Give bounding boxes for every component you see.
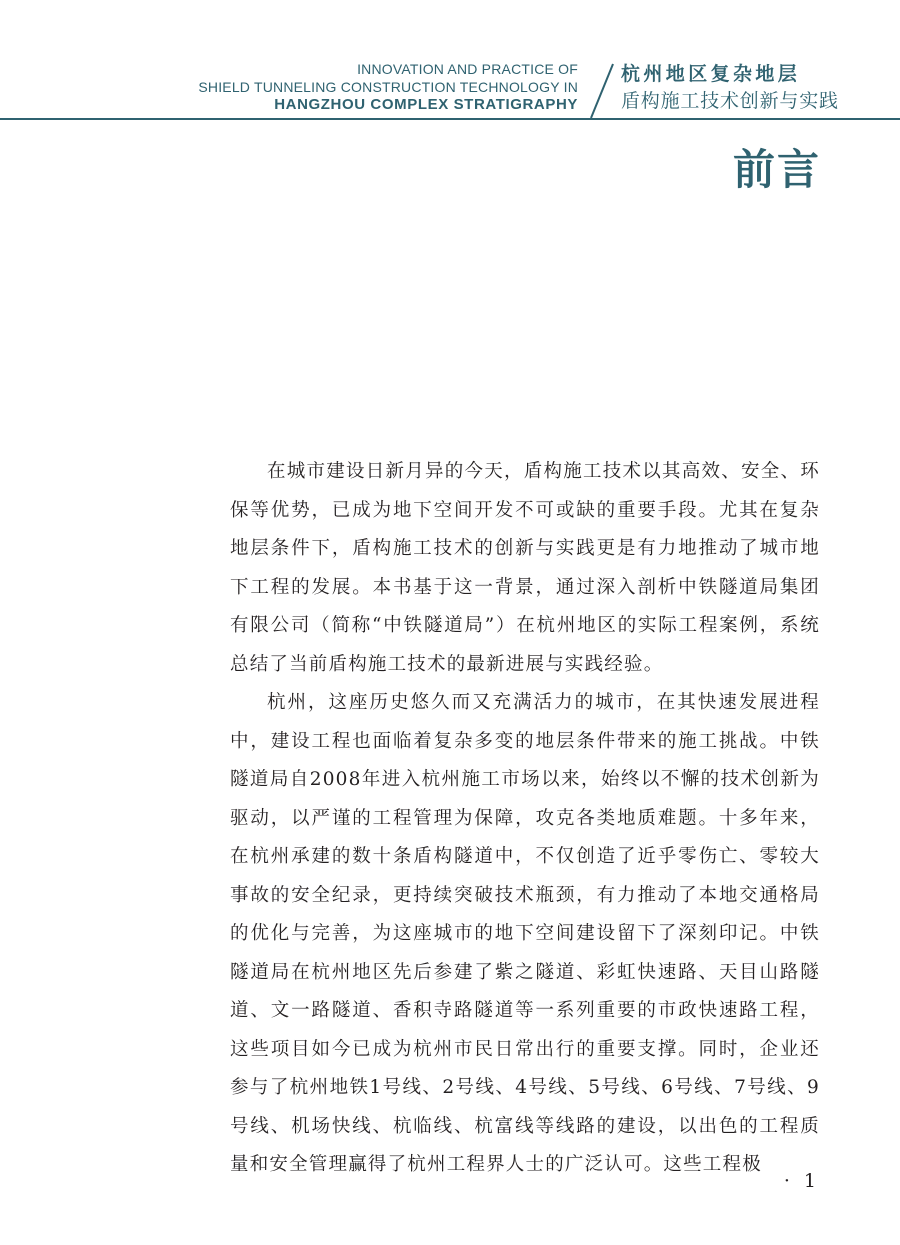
header-english-line-1: INNOVATION AND PRACTICE OF bbox=[357, 61, 578, 77]
header-chinese-title bbox=[621, 61, 881, 115]
header-english-line-3: HANGZHOU COMPLEX STRATIGRAPHY bbox=[274, 96, 578, 113]
page-title: 前言 bbox=[732, 145, 821, 194]
header-rule bbox=[0, 118, 900, 120]
page-number: · 1 bbox=[783, 1170, 820, 1192]
header-divider-slash bbox=[589, 62, 615, 120]
body-text bbox=[230, 453, 820, 1185]
header-english-title bbox=[158, 61, 578, 114]
header-english-line-2: SHIELD TUNNELING CONSTRUCTION TECHNOLOGY IN bbox=[198, 78, 578, 95]
paragraph: 在城市建设日新月异的今天，盾构施工技术以其高效、安全、环保等优势，已成为地下空间开发不可或缺的重要手段。尤其在复杂地层条件下，盾构施工技术的创新与实践更是有力地推动了城市地下工程的发展。本书基于这一背景，通过深入剖析中铁隧道局集团有限公司（简称“中铁隧道局”）在杭州地区的实际工程案例，系统总结了当前盾构施工技术的最新进展与实践经验。 bbox=[230, 461, 820, 675]
paragraph: 杭州，这座历史悠久而又充满活力的城市，在其快速发展进程中，建设工程也面临着复杂多变的地层条件带来的施工挑战。中铁隧道局自2008年进入杭州施工市场以来，始终以不懈的技术创新为驱动，以严谨的工程管理为保障，攻克各类地质难题。十多年来，在杭州承建的数十条盾构隧道中，不仅创造了近乎零伤亡、零较大事故的安全纪录，更持续突破技术瓶颈，有力推动了本地交通格局的优化与完善，为这座城市的地下空间建设留下了深刻印记。中铁隧道局在杭州地区先后参建了紫之隧道、彩虹快速路、天目山路隧道、文一路隧道、香积寺路隧道等一系列重要的市政快速路工程，这些项目如今已成为杭州市民日常出行的重要支撑。同时，企业还参与了杭州地铁1号线、2号线、4号线、5号线、6号线、7号线、9号线、机场快线、杭临线、杭富线等线路的建设，以出色的工程质量和安全管理赢得了杭州工程界人士的广泛认可。这些工程极 bbox=[230, 692, 820, 1175]
header-chinese-title-sub: 盾构施工技术创新与实践 bbox=[621, 90, 839, 112]
header-chinese-title-main: 杭州地区复杂地层 bbox=[621, 63, 801, 85]
